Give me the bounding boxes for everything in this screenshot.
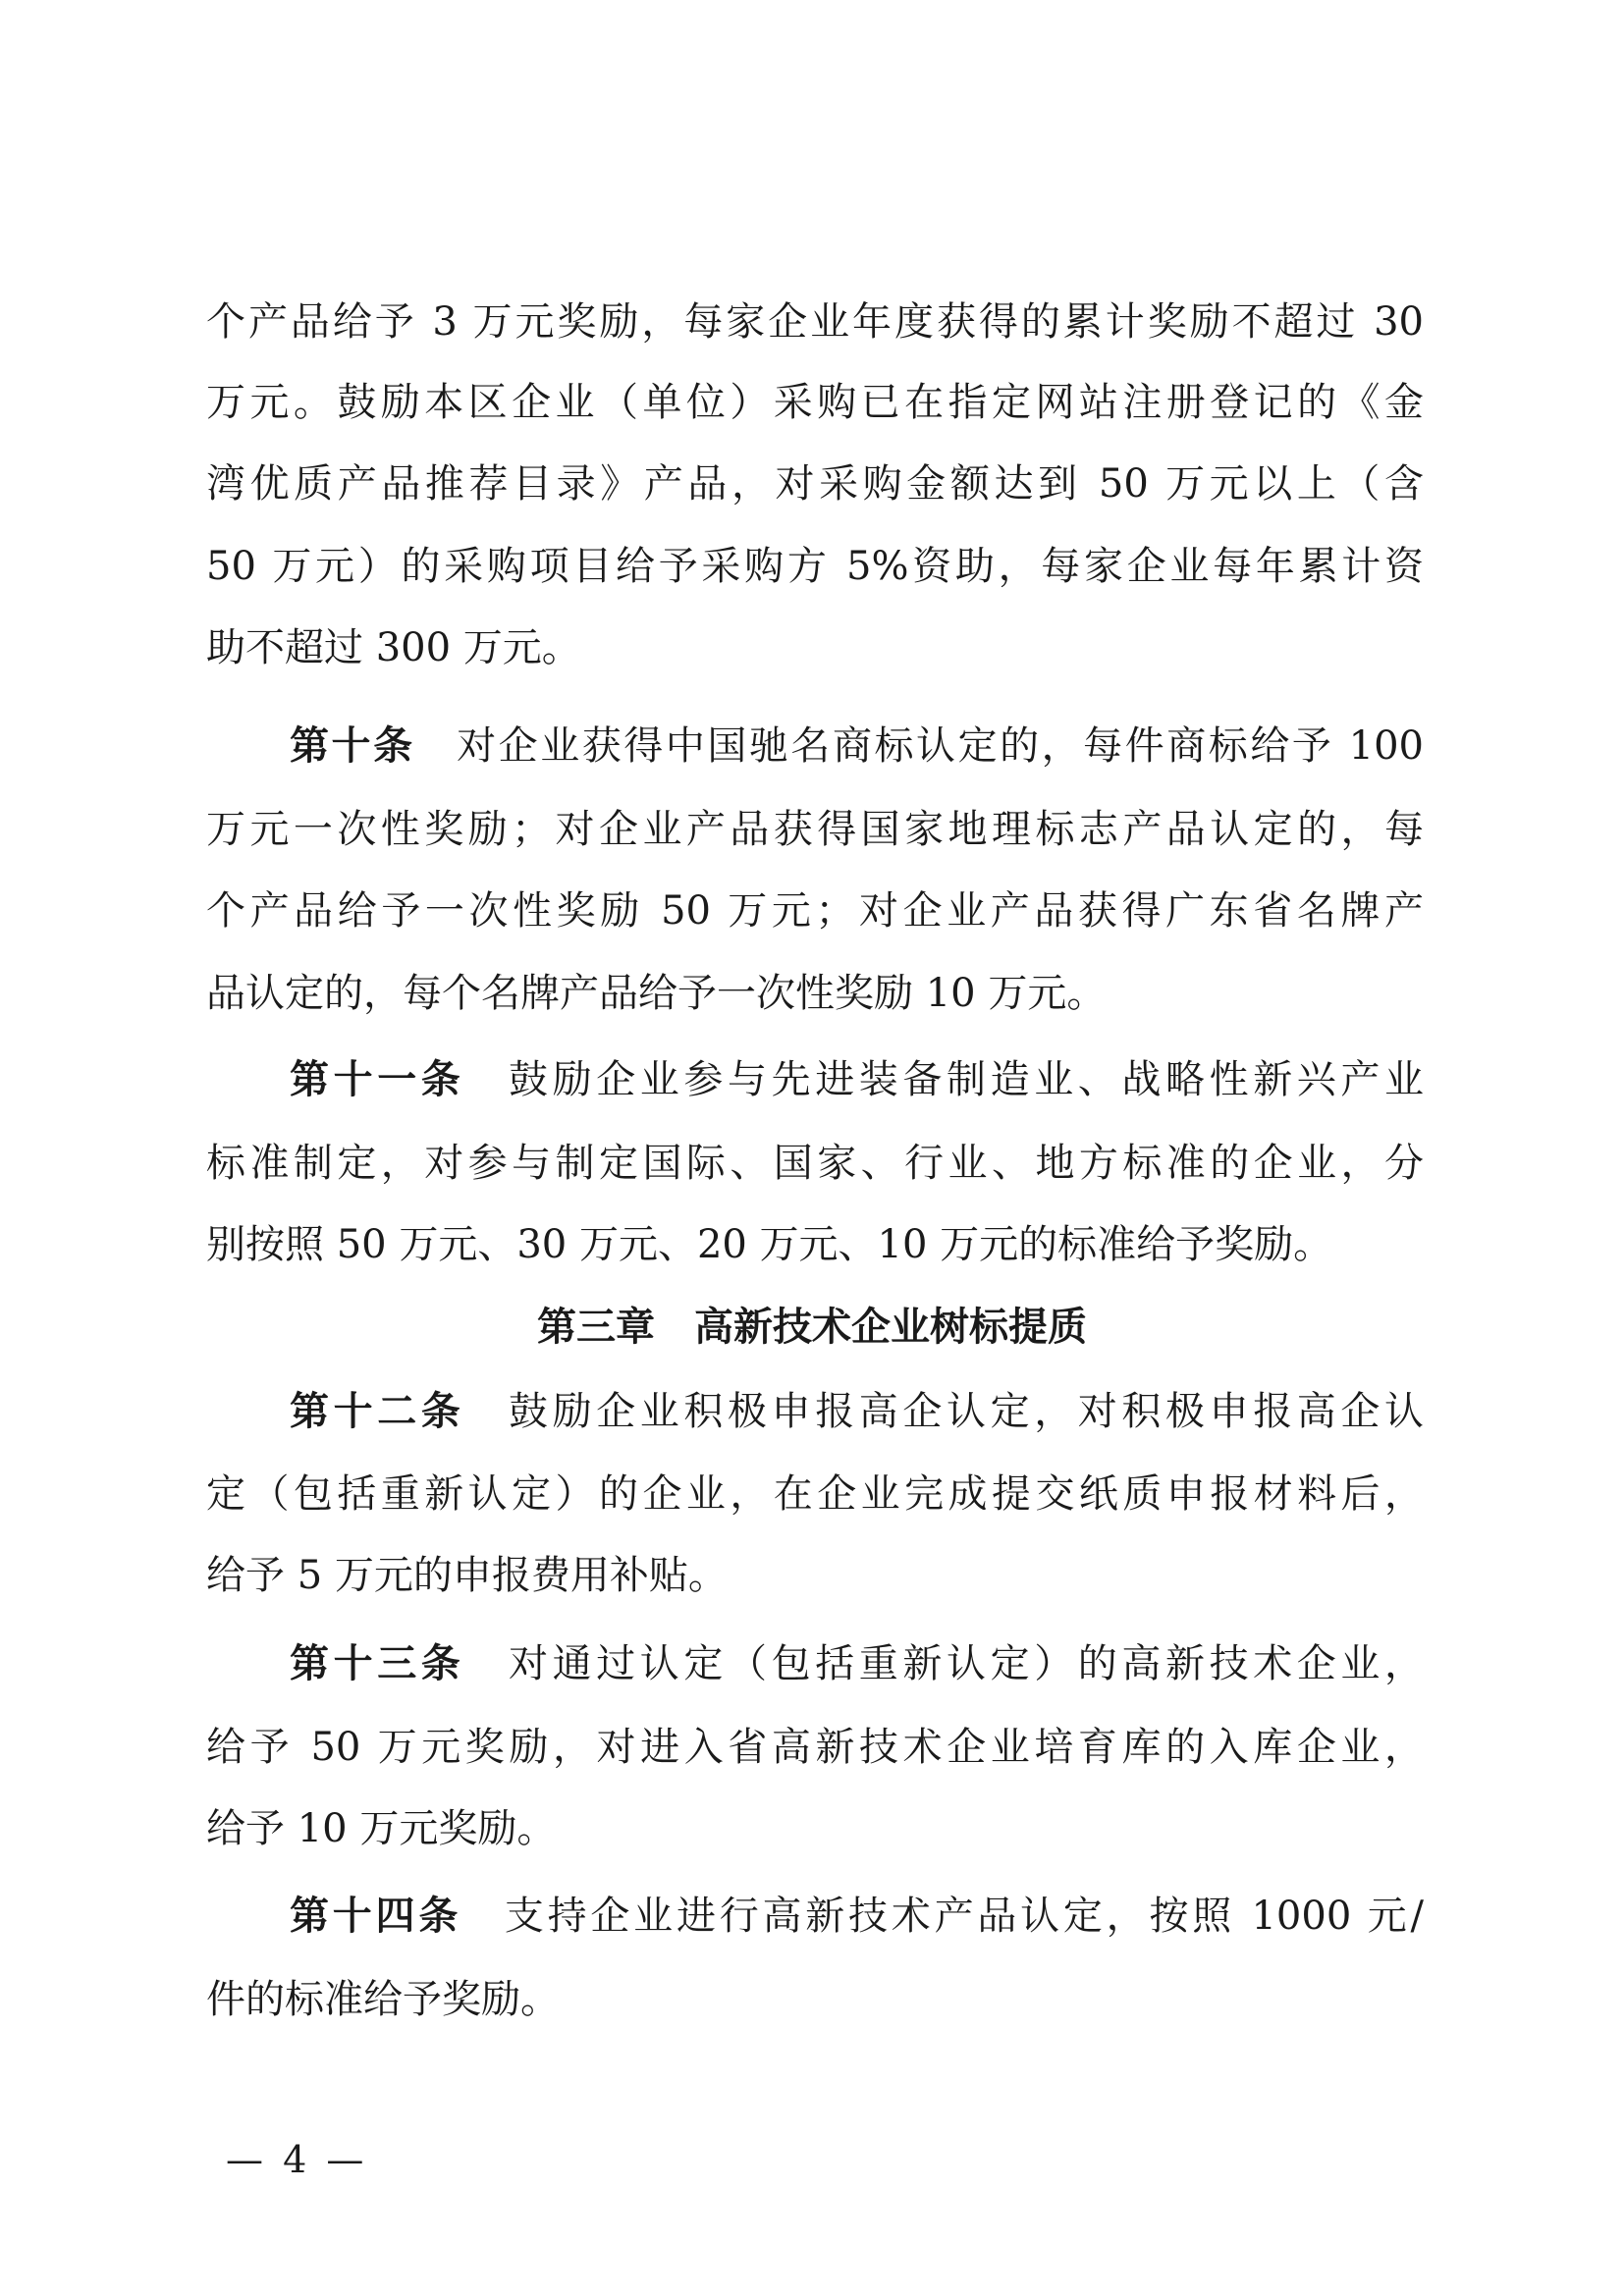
paragraph-line: 万元。鼓励本区企业（单位）采购已在指定网站注册登记的《金 bbox=[206, 380, 1424, 425]
page-number: — 4 — bbox=[226, 2138, 368, 2181]
paragraph-line: 助不超过 300 万元。 bbox=[206, 625, 581, 670]
paragraph-line: 品认定的，每个名牌产品给予一次性奖励 10 万元。 bbox=[206, 971, 1107, 1016]
paragraph-line: 件的标准给予奖励。 bbox=[206, 1977, 560, 2022]
article-14-first-line bbox=[290, 1877, 1424, 1955]
article-11-heading: 第十一条 bbox=[290, 1057, 465, 1102]
paragraph-line: 给予 50 万元奖励，对进入省高新技术企业培育库的入库企业， bbox=[206, 1725, 1424, 1770]
paragraph-line: 个产品给予 3 万元奖励，每家企业年度获得的累计奖励不超过 30 bbox=[206, 299, 1424, 345]
article-11-text: 鼓励企业参与先进装备制造业、战略性新兴产业 bbox=[504, 1057, 1425, 1102]
article-13-first-line bbox=[290, 1625, 1424, 1703]
article-12-heading: 第十二条 bbox=[290, 1389, 465, 1434]
paragraph-line: 50 万元）的采购项目给予采购方 5%资助，每家企业每年累计资 bbox=[206, 544, 1424, 589]
article-14-heading: 第十四条 bbox=[290, 1894, 462, 1939]
paragraph-line: 别按照 50 万元、30 万元、20 万元、10 万元的标准给予奖励。 bbox=[206, 1222, 1333, 1267]
article-12-first-line bbox=[290, 1372, 1424, 1451]
paragraph-line: 定（包括重新认定）的企业，在企业完成提交纸质申报材料后， bbox=[206, 1471, 1424, 1517]
article-10-heading: 第十条 bbox=[290, 723, 415, 769]
paragraph-line: 万元一次性奖励；对企业产品获得国家地理标志产品认定的，每 bbox=[206, 807, 1424, 852]
article-13-heading: 第十三条 bbox=[290, 1641, 465, 1686]
article-14-text: 支持企业进行高新技术产品认定，按照 1000 元/ bbox=[501, 1894, 1425, 1939]
article-12-text: 鼓励企业积极申报高企认定，对积极申报高企认 bbox=[504, 1389, 1425, 1434]
article-10-first-line bbox=[290, 707, 1424, 785]
article-10-text: 对企业获得中国驰名商标认定的，每件商标给予 100 bbox=[454, 723, 1425, 769]
paragraph-line: 湾优质产品推荐目录》产品，对采购金额达到 50 万元以上（含 bbox=[206, 461, 1424, 507]
article-11-first-line bbox=[290, 1041, 1424, 1119]
paragraph-line: 标准制定，对参与制定国际、国家、行业、地方标准的企业，分 bbox=[206, 1141, 1424, 1186]
article-13-text: 对通过认定（包括重新认定）的高新技术企业， bbox=[504, 1641, 1425, 1686]
paragraph-line: 给予 5 万元的申报费用补贴。 bbox=[206, 1553, 728, 1598]
paragraph-line: 给予 10 万元奖励。 bbox=[206, 1806, 557, 1851]
chapter-heading: 第三章 高新技术企业树标提质 bbox=[537, 1305, 1087, 1350]
paragraph-line: 个产品给予一次性奖励 50 万元；对企业产品获得广东省名牌产 bbox=[206, 888, 1424, 934]
